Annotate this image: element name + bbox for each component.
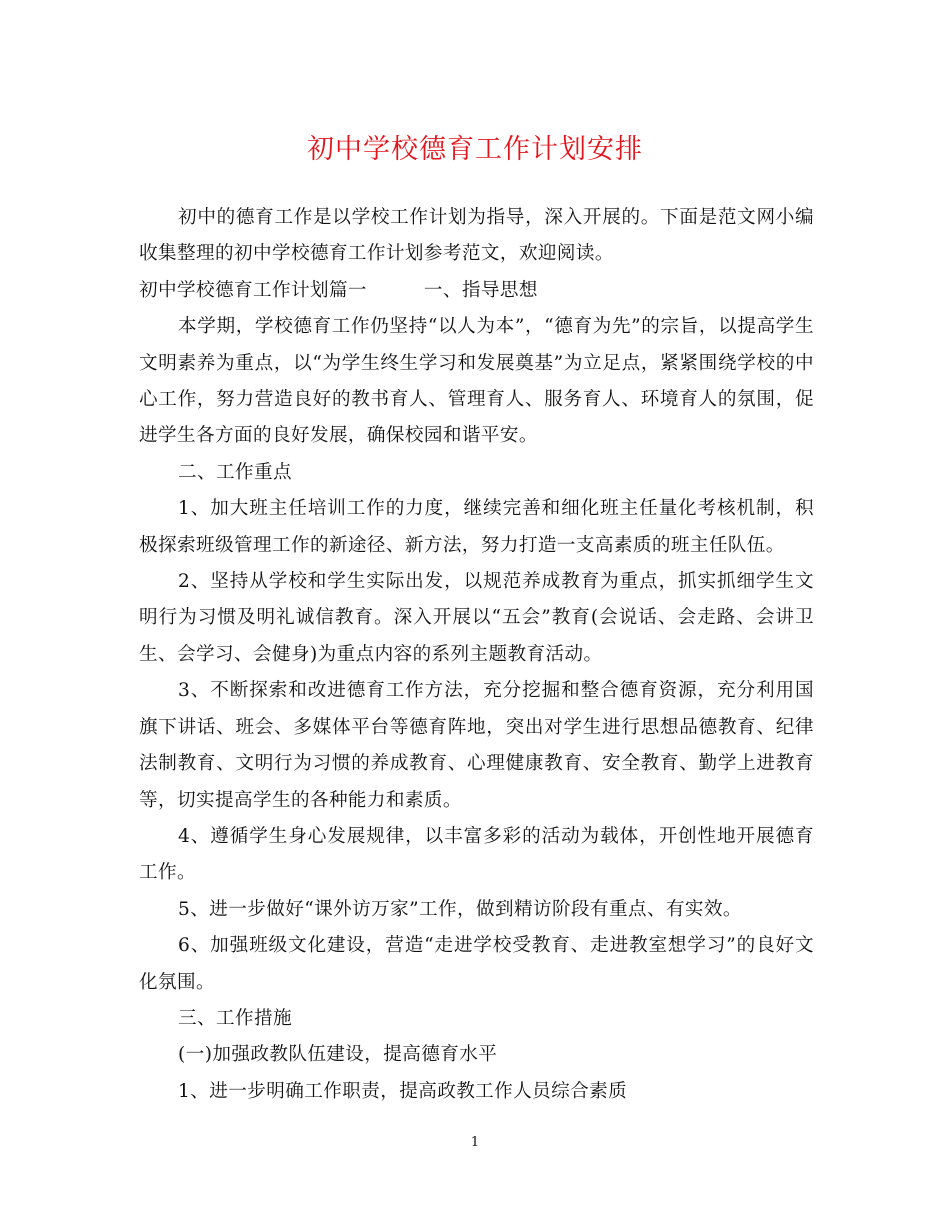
intro-paragraph: 初中的德育工作是以学校工作计划为指导，深入开展的。下面是范文网小编收集整理的初中学校德育工作计划参考范文，欢迎阅读。 xyxy=(139,207,814,265)
section-heading: 初中学校德育工作计划篇一 一、指导思想 xyxy=(139,279,538,301)
paragraph: 4、遵循学生身心发展规律，以丰富多彩的活动为载体，开创性地开展德育工作。 xyxy=(139,825,814,884)
paragraph: 5、进一步做好“课外访万家”工作，做到精访阶段有重点、有实效。 xyxy=(178,898,742,920)
paragraph: 3、不断探索和改进德育工作方法，充分挖掘和整合德育资源，充分利用国旗下讲话、班会、多媒体平台等德育阵地，突出对学生进行思想品德教育、纪律法制教育、文明行为习惯的养成教育、心理健康教育、安全教育、勤学上进教育等，切实提高学生的各种能力和素质。 xyxy=(139,680,814,811)
heading-work-focus: 二、工作重点 xyxy=(178,461,293,483)
paragraph: 本学期，学校德育工作仍坚持“以人为本”，“德育为先”的宗旨，以提高学生文明素养为重点，以“为学生终生学习和发展奠基”为立足点，紧紧围绕学校的中心工作，努力营造良好的教书育人、管理育人、服务育人、环境育人的氛围，促进学生各方面的良好发展，确保校园和谐平安。 xyxy=(139,316,814,447)
document-body xyxy=(139,200,814,1110)
paragraph: 1、加大班主任培训工作的力度，继续完善和细化班主任量化考核机制，积极探索班级管理工作的新途径、新方法，努力打造一支高素质的班主任队伍。 xyxy=(139,498,814,556)
page-title: 初中学校德育工作计划安排 xyxy=(307,134,643,165)
subheading: (一)加强政教队伍建设，提高德育水平 xyxy=(178,1044,498,1066)
heading-work-measures: 三、工作措施 xyxy=(178,1007,293,1029)
paragraph: 1、进一步明确工作职责，提高政教工作人员综合素质 xyxy=(178,1080,628,1102)
paragraph: 6、加强班级文化建设，营造“走进学校受教育、走进教室想学习”的良好文化氛围。 xyxy=(139,935,814,993)
page-number: 1 xyxy=(470,1135,480,1150)
paragraph: 2、坚持从学校和学生实际出发，以规范养成教育为重点，抓实抓细学生文明行为习惯及明礼诚信教育。深入开展以“五会”教育(会说话、会走路、会讲卫生、会学习、会健身)为重点内容的系列主题教育活动。 xyxy=(139,571,814,665)
